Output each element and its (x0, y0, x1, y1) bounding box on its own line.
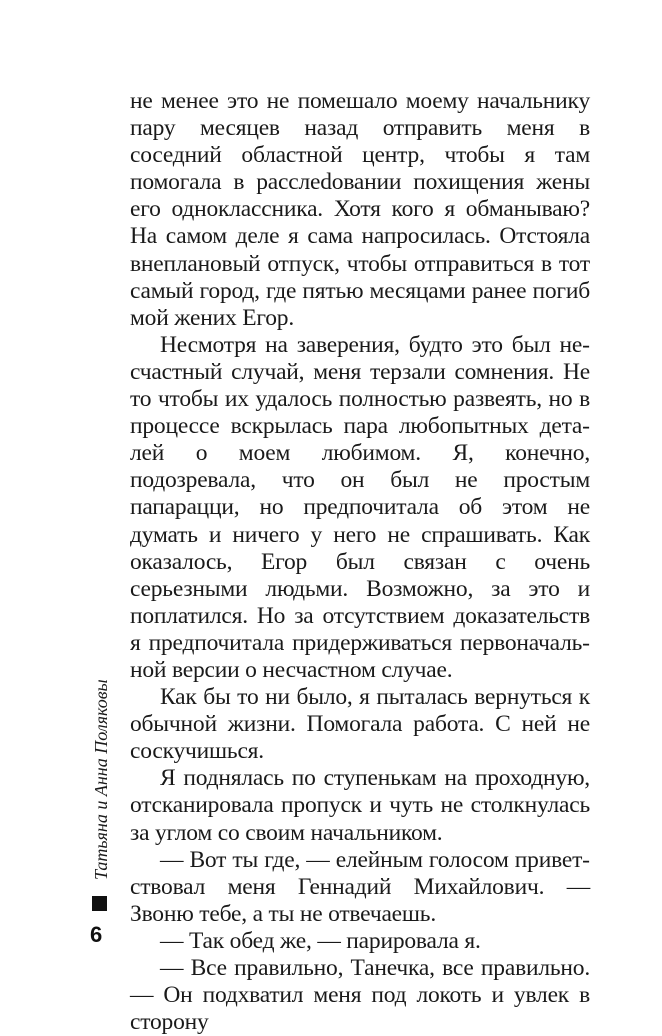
body-text (130, 88, 590, 1036)
running-title: Татьяна и Анна Поляковы (91, 679, 111, 880)
paragraph-5: — Вот ты где, — елейным голосом приветствовал меня Геннадий Михайлович. — Звоню тебе, а ты не отвечаешь. (130, 846, 590, 927)
paragraph-4: Я поднялась по ступенькам на проходную, отсканировала пропуск и чуть не столкнулась за углом со своим начальником. (130, 765, 590, 846)
paragraph-7: — Все правильно, Танечка, все правильно. — Он подхватил меня под локоть и увлек в сторону (130, 955, 590, 1036)
square-marker-icon (92, 896, 107, 911)
paragraph-6: — Так обед же, — парировала я. (160, 927, 481, 954)
paragraph-3: Как бы то ни было, я пыталась вернуться к обычной жизни. Помогала работа. С ней не соскучишься. (130, 684, 590, 765)
page-number: 6 (90, 922, 103, 947)
paragraph-1: не менее это не помешало моему начальнику пару месяцев назад отправить меня в соседний областной центр, чтобы я там помогала в расслеdовании похищения жены его одноклассника. Хотя кого я обманываю? На самом деле я сама напросилась. Отстояла внеплановый отпуск, чтобы отправиться в тот самый город, где пятью месяцами ранее погиб мой жених Егор. (130, 88, 590, 331)
paragraph-2: Несмотря на заверения, будто это был несчастный случай, меня терзали сомнения. Не то чтобы их удалось полностью развеять, но в процессе вскрылась пара любопытных деталей о моем любимом. Я, конечно, подозревала, что он был не простым папарацци, но предпочитала об этом не думать и ничего у него не спрашивать. Как оказалось, Егор был связан с очень серьезными людьми. Возможно, за это и поплатился. Но за отсутствием доказательств я предпочитала придерживаться первоначальной версии о несчастном случае. (130, 331, 590, 683)
